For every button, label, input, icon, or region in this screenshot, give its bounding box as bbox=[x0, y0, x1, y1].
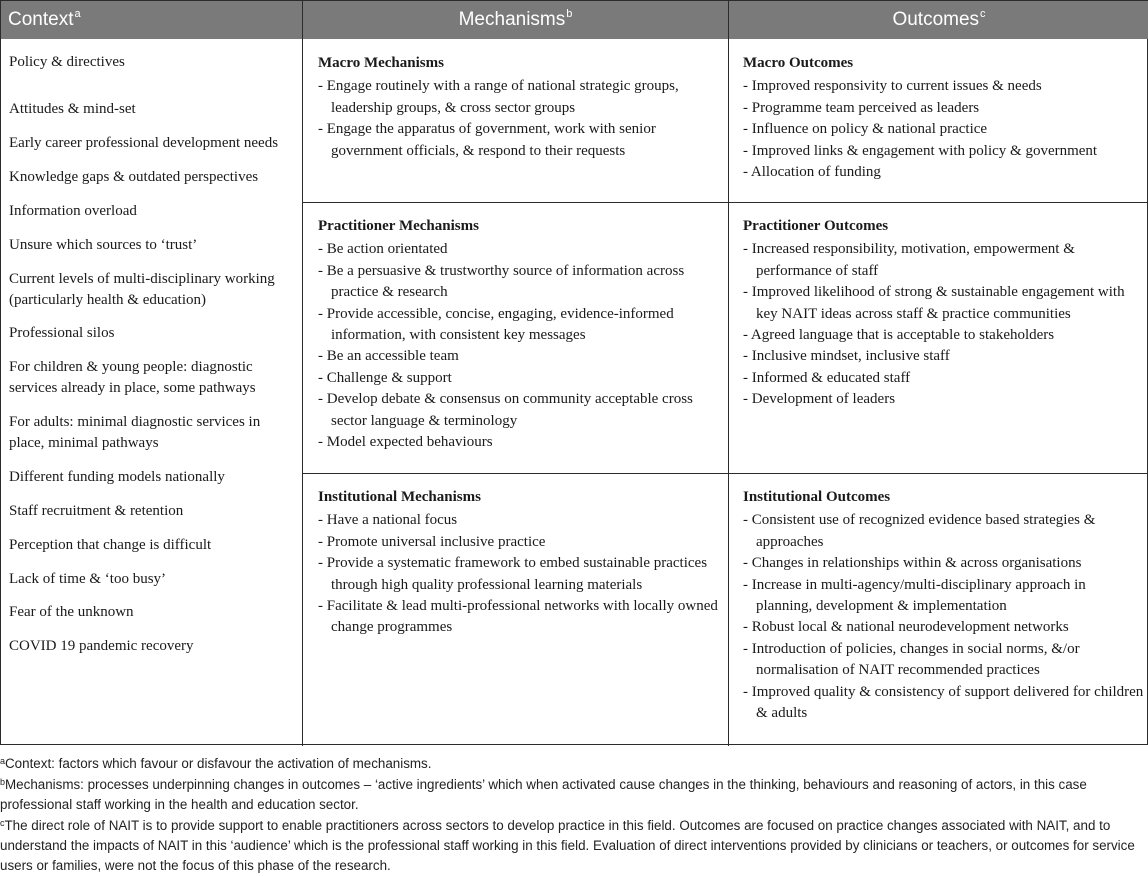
footnote-mark: b bbox=[0, 777, 6, 787]
footnote-b bbox=[0, 775, 1146, 815]
list-item: - Improved links & engagement with policy & government bbox=[743, 141, 1145, 162]
practitioner-mechanisms-title: Practitioner Mechanisms bbox=[318, 218, 479, 234]
list-item: - Improved likelihood of strong & sustainable engagement with key NAIT ideas across staff & practice communities bbox=[743, 282, 1145, 325]
row-divider bbox=[303, 202, 1148, 203]
list-item: - Increased responsibility, motivation, empowerment & performance of staff bbox=[743, 239, 1145, 282]
macro-mechanisms-cell bbox=[318, 53, 723, 162]
row-divider bbox=[303, 473, 1148, 474]
institutional-outcomes-cell bbox=[743, 487, 1145, 724]
header-mechanisms-label: Mechanisms bbox=[458, 9, 566, 30]
macro-outcomes-title: Macro Outcomes bbox=[743, 55, 854, 71]
table-footnotes bbox=[0, 754, 1146, 877]
list-item: - Provide a systematic framework to embed sustainable practices through high quality professional learning materials bbox=[318, 553, 723, 596]
context-item: Fear of the unknown bbox=[9, 604, 134, 620]
list-item: - Programme team perceived as leaders bbox=[743, 98, 1145, 119]
footnote-mark: a bbox=[0, 756, 6, 766]
context-item: Attitudes & mind-set bbox=[9, 101, 136, 117]
header-outcomes bbox=[729, 1, 1148, 39]
header-context-footnote-mark: a bbox=[74, 8, 81, 20]
context-item: Professional silos bbox=[9, 325, 115, 341]
list-item: - Changes in relationships within & across organisations bbox=[743, 553, 1145, 574]
context-item: Staff recruitment & retention bbox=[9, 503, 184, 519]
context-item: For children & young people: diagnostic services already in place, some pathways bbox=[9, 359, 256, 396]
list-item: - Develop debate & consensus on community acceptable cross sector language & terminology bbox=[318, 389, 723, 432]
list-item: - Agreed language that is acceptable to stakeholders bbox=[743, 325, 1145, 346]
practitioner-mechanisms-cell bbox=[318, 216, 723, 453]
list-item: - Engage routinely with a range of national strategic groups, leadership groups, & cross sector groups bbox=[318, 76, 723, 119]
list-item: - Allocation of funding bbox=[743, 162, 1145, 183]
macro-outcomes-cell bbox=[743, 53, 1145, 183]
list-item: - Inclusive mindset, inclusive staff bbox=[743, 346, 1145, 367]
context-item: Early career professional development needs bbox=[9, 135, 279, 151]
list-item: - Improved quality & consistency of support delivered for children & adults bbox=[743, 682, 1145, 725]
header-context bbox=[1, 1, 302, 39]
list-item: - Be a persuasive & trustworthy source of information across practice & research bbox=[318, 261, 723, 304]
context-item: Knowledge gaps & outdated perspectives bbox=[9, 169, 259, 185]
header-outcomes-label: Outcomes bbox=[892, 9, 980, 30]
list-item: - Introduction of policies, changes in social norms, &/or normalisation of NAIT recommended practices bbox=[743, 639, 1145, 682]
list-item: - Model expected behaviours bbox=[318, 432, 723, 453]
list-item: - Be action orientated bbox=[318, 239, 723, 260]
footnote-text: Context: factors which favour or disfavour the activation of mechanisms. bbox=[5, 756, 432, 771]
footnote-mark: c bbox=[0, 818, 5, 828]
context-item: COVID 19 pandemic recovery bbox=[9, 638, 194, 654]
list-item: - Have a national focus bbox=[318, 510, 723, 531]
header-outcomes-footnote-mark: c bbox=[980, 8, 986, 20]
list-item: - Facilitate & lead multi-professional networks with locally owned change programmes bbox=[318, 596, 723, 639]
practitioner-outcomes-cell bbox=[743, 216, 1145, 411]
context-item: Unsure which sources to ‘trust’ bbox=[9, 237, 198, 253]
institutional-mechanisms-title: Institutional Mechanisms bbox=[318, 489, 481, 505]
list-item: - Improved responsivity to current issues & needs bbox=[743, 76, 1145, 97]
header-mechanisms bbox=[303, 1, 728, 39]
list-item: - Provide accessible, concise, engaging, evidence-informed information, with consistent key messages bbox=[318, 304, 723, 347]
header-mechanisms-footnote-mark: b bbox=[566, 8, 573, 20]
list-item: - Engage the apparatus of government, work with senior government officials, & respond to their requests bbox=[318, 119, 723, 162]
list-item: - Informed & educated staff bbox=[743, 368, 1145, 389]
context-item: Information overload bbox=[9, 203, 137, 219]
context-item: Perception that change is difficult bbox=[9, 537, 212, 553]
list-item: - Increase in multi-agency/multi-disciplinary approach in planning, development & implementation bbox=[743, 575, 1145, 618]
list-item: - Be an accessible team bbox=[318, 346, 723, 367]
column-divider bbox=[728, 1, 729, 746]
header-context-label: Context bbox=[8, 9, 74, 30]
institutional-mechanisms-cell bbox=[318, 487, 723, 639]
institutional-outcomes-title: Institutional Outcomes bbox=[743, 489, 891, 505]
context-item: For adults: minimal diagnostic services in place, minimal pathways bbox=[9, 414, 261, 451]
list-item: - Consistent use of recognized evidence based strategies & approaches bbox=[743, 510, 1145, 553]
footnote-a bbox=[0, 754, 1146, 774]
context-item: Different funding models nationally bbox=[9, 469, 225, 485]
context-item: Current levels of multi-disciplinary working (particularly health & education) bbox=[9, 271, 275, 308]
practitioner-outcomes-title: Practitioner Outcomes bbox=[743, 218, 889, 234]
footnote-text: Mechanisms: processes underpinning changes in outcomes – ‘active ingredients’ which when activated cause changes in the thinking, behaviours and reasoning of actors, in this case professional staff working in the health and education sector. bbox=[0, 777, 1087, 812]
footnote-c bbox=[0, 816, 1146, 876]
context-item: Lack of time & ‘too busy’ bbox=[9, 571, 167, 587]
list-item: - Promote universal inclusive practice bbox=[318, 532, 723, 553]
list-item: - Influence on policy & national practice bbox=[743, 119, 1145, 140]
list-item: - Challenge & support bbox=[318, 368, 723, 389]
list-item: - Development of leaders bbox=[743, 389, 1145, 410]
list-item: - Robust local & national neurodevelopment networks bbox=[743, 617, 1145, 638]
column-divider bbox=[302, 1, 303, 746]
context-item: Policy & directives bbox=[9, 54, 125, 70]
macro-mechanisms-title: Macro Mechanisms bbox=[318, 55, 444, 71]
footnote-text: The direct role of NAIT is to provide support to enable practitioners across sectors to develop practice in this field. Outcomes are focused on practice changes associated with NAIT, and to understand the impacts of NAIT in this ‘audience’ which is the professional staff working in this field. Evaluation of direct interventions provided by clinicians or teachers, or outcomes for service users or families, were not the focus of this phase of the research. bbox=[0, 818, 1135, 873]
